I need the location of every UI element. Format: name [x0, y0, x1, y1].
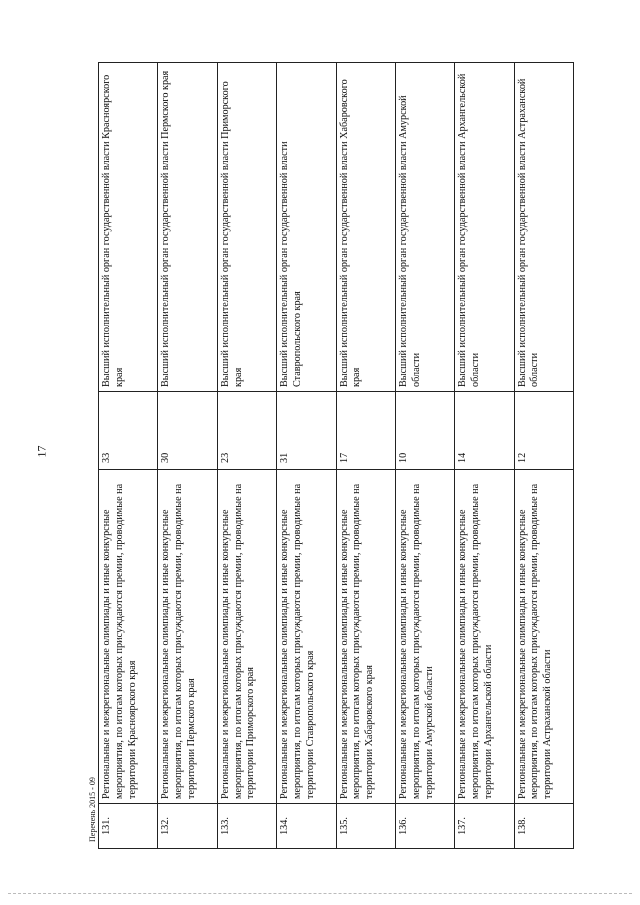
- olympiad-count-cell: 10: [395, 392, 454, 470]
- rotated-table-container: [98, 63, 574, 849]
- table-row: [277, 63, 336, 849]
- table-row: [99, 63, 158, 849]
- olympiad-count-cell: 30: [158, 392, 217, 470]
- table-row: [217, 63, 276, 849]
- olympiad-name-cell: Региональные и межрегиональные олимпиады и иные конкурсные мероприятия, по итогам которых присуждаются премии, проводимые на территории Ставропольского края: [277, 470, 336, 804]
- olympiad-count-cell: 12: [514, 392, 573, 470]
- authority-cell: Высший исполнительный орган государственной власти Ставропольского края: [277, 63, 336, 392]
- row-number-cell: 135.: [336, 804, 395, 849]
- scan-edge-line: [8, 893, 632, 894]
- table-row: [395, 63, 454, 849]
- olympiad-count-cell: 17: [336, 392, 395, 470]
- olympiad-name-cell: Региональные и межрегиональные олимпиады и иные конкурсные мероприятия, по итогам которых присуждаются премии, проводимые на территории Пермского края: [158, 470, 217, 804]
- row-number-cell: 137.: [455, 804, 514, 849]
- table-row: [455, 63, 514, 849]
- row-number-cell: 131.: [99, 804, 158, 849]
- authority-cell: Высший исполнительный орган государственной власти Архангельской области: [455, 63, 514, 392]
- table-body: [99, 63, 574, 849]
- document-footer: Перечень 2015 - 09: [88, 777, 97, 842]
- authority-cell: Высший исполнительный орган государственной власти Хабаровского края: [336, 63, 395, 392]
- olympiad-count-cell: 33: [99, 392, 158, 470]
- authority-cell: Высший исполнительный орган государственной власти Приморского края: [217, 63, 276, 392]
- authority-cell: Высший исполнительный орган государственной власти Пермского края: [158, 63, 217, 392]
- page-number: 17: [34, 445, 49, 458]
- olympiad-count-cell: 14: [455, 392, 514, 470]
- row-number-cell: 138.: [514, 804, 573, 849]
- authority-cell: Высший исполнительный орган государственной власти Амурской области: [395, 63, 454, 392]
- table-row: [336, 63, 395, 849]
- authority-cell: Высший исполнительный орган государственной власти Астраханской области: [514, 63, 573, 392]
- olympiad-name-cell: Региональные и межрегиональные олимпиады и иные конкурсные мероприятия, по итогам которых присуждаются премии, проводимые на территории Амурской области: [395, 470, 454, 804]
- row-number-cell: 132.: [158, 804, 217, 849]
- table-row: [514, 63, 573, 849]
- olympiad-name-cell: Региональные и межрегиональные олимпиады и иные конкурсные мероприятия, по итогам которых присуждаются премии, проводимые на территории Астраханской области: [514, 470, 573, 804]
- olympiad-name-cell: Региональные и межрегиональные олимпиады и иные конкурсные мероприятия, по итогам которых присуждаются премии, проводимые на территории Архангельской области: [455, 470, 514, 804]
- olympiad-count-cell: 23: [217, 392, 276, 470]
- olympiad-name-cell: Региональные и межрегиональные олимпиады и иные конкурсные мероприятия, по итогам которых присуждаются премии, проводимые на территории Красноярского края: [99, 470, 158, 804]
- olympiad-name-cell: Региональные и межрегиональные олимпиады и иные конкурсные мероприятия, по итогам которых присуждаются премии, проводимые на территории Хабаровского края: [336, 470, 395, 804]
- olympiad-list-table: [98, 62, 574, 849]
- olympiad-name-cell: Региональные и межрегиональные олимпиады и иные конкурсные мероприятия, по итогам которых присуждаются премии, проводимые на территории Приморского края: [217, 470, 276, 804]
- table-row: [158, 63, 217, 849]
- row-number-cell: 136.: [395, 804, 454, 849]
- row-number-cell: 134.: [277, 804, 336, 849]
- authority-cell: Высший исполнительный орган государственной власти Красноярского края: [99, 63, 158, 392]
- row-number-cell: 133.: [217, 804, 276, 849]
- olympiad-count-cell: 31: [277, 392, 336, 470]
